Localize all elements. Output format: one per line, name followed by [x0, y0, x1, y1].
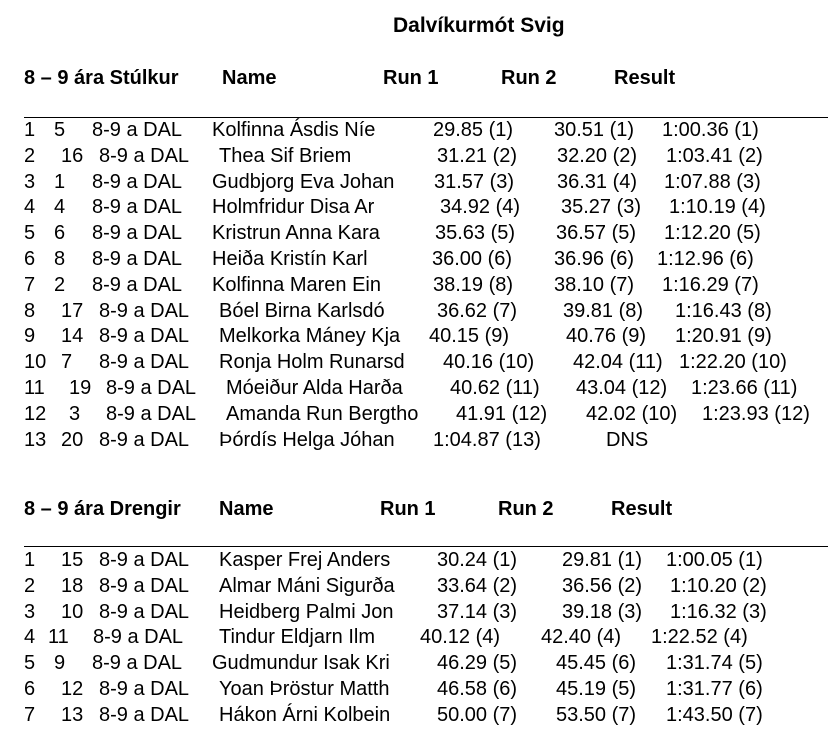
bib-cell: 16	[61, 144, 84, 167]
athlete-name: Holmfridur Disa Ar	[212, 196, 375, 219]
result-row	[24, 626, 830, 652]
run2-header: Run 2	[498, 498, 554, 520]
result-time: 1:16.43 (8)	[675, 299, 772, 322]
athlete-name: Yoan Þröstur Matth	[219, 677, 390, 700]
bib-cell: 11	[48, 626, 69, 649]
class-cell: 8-9 a DAL	[92, 119, 183, 141]
page-title: Dalvíkurmót Svig	[393, 14, 565, 37]
bib-cell: 13	[61, 703, 84, 726]
run2-header: Run 2	[501, 67, 557, 89]
class-cell: 8-9 a DAL	[99, 549, 190, 571]
class-cell: 8-9 a DAL	[106, 376, 197, 399]
athlete-name: Thea Sif Briem	[219, 144, 352, 167]
run1-header: Run 1	[380, 498, 436, 520]
place-cell: 11	[24, 376, 45, 399]
result-row	[24, 549, 830, 575]
run1-time: 29.85 (1)	[433, 119, 514, 141]
run1-time: 40.12 (4)	[420, 626, 501, 649]
place-cell: 2	[24, 574, 36, 597]
run2-time: 40.76 (9)	[566, 325, 647, 348]
result-time: 1:12.96 (6)	[657, 247, 754, 270]
place-cell: 6	[24, 247, 36, 270]
athlete-name: Ronja Holm Runarsd	[219, 351, 405, 374]
class-cell: 8-9 a DAL	[92, 273, 183, 296]
athlete-name: Tindur Eldjarn Ilm	[219, 626, 375, 649]
bib-cell: 18	[61, 574, 84, 597]
run2-time: 32.20 (2)	[557, 144, 638, 167]
bib-cell: 19	[69, 376, 92, 399]
class-cell: 8-9 a DAL	[99, 600, 190, 623]
result-time: 1:23.66 (11)	[691, 376, 798, 399]
class-cell: 8-9 a DAL	[99, 574, 190, 597]
result-row	[24, 248, 830, 274]
run1-time: 31.57 (3)	[434, 170, 515, 193]
result-row	[24, 222, 830, 248]
place-cell: 9	[24, 325, 36, 348]
run1-time: 46.29 (5)	[437, 652, 518, 675]
section-header-girls	[24, 67, 824, 95]
run1-time: 31.21 (2)	[437, 144, 518, 167]
result-time: 1:31.77 (6)	[666, 677, 763, 700]
bib-cell: 7	[61, 351, 73, 374]
class-cell: 8-9 a DAL	[99, 703, 190, 726]
result-time: 1:23.93 (12)	[702, 402, 810, 425]
class-cell: 8-9 a DAL	[99, 144, 190, 167]
bib-cell: 5	[54, 119, 66, 141]
result-row	[24, 325, 830, 351]
athlete-name: Kasper Frej Anders	[219, 549, 391, 571]
result-row	[24, 377, 830, 403]
bib-cell: 6	[54, 222, 66, 245]
result-row	[24, 300, 830, 326]
bib-cell: 9	[54, 652, 66, 675]
athlete-name: Móeiður Alda Harða	[226, 376, 403, 399]
run1-time: 40.62 (11)	[450, 376, 540, 399]
result-row	[24, 652, 830, 678]
athlete-name: Þórdís Helga Jóhan	[219, 428, 395, 451]
result-row	[24, 601, 830, 627]
result-row	[24, 351, 830, 377]
run1-time: 37.14 (3)	[437, 600, 518, 623]
run2-time: 35.27 (3)	[561, 196, 642, 219]
result-time: 1:43.50 (7)	[666, 703, 763, 726]
class-cell: 8-9 a DAL	[93, 626, 184, 649]
run1-time: 30.24 (1)	[437, 549, 518, 571]
place-cell: 5	[24, 652, 36, 675]
result-header: Result	[611, 498, 673, 520]
result-row	[24, 403, 830, 429]
result-time: 1:00.05 (1)	[666, 549, 763, 571]
class-cell: 8-9 a DAL	[99, 677, 190, 700]
result-time: 1:03.41 (2)	[666, 144, 763, 167]
run2-time: 30.51 (1)	[554, 119, 635, 141]
run2-time: 39.18 (3)	[562, 600, 643, 623]
place-cell: 6	[24, 677, 36, 700]
result-row	[24, 274, 830, 300]
athlete-name: Kristrun Anna Kara	[212, 222, 380, 245]
class-cell: 8-9 a DAL	[92, 170, 183, 193]
place-cell: 3	[24, 170, 36, 193]
class-cell: 8-9 a DAL	[92, 222, 183, 245]
results-list-girls	[24, 119, 830, 454]
place-cell: 13	[24, 428, 47, 451]
class-cell: 8-9 a DAL	[92, 247, 183, 270]
run1-time: 33.64 (2)	[437, 574, 518, 597]
class-cell: 8-9 a DAL	[106, 402, 197, 425]
result-time: 1:22.52 (4)	[651, 626, 748, 649]
athlete-name: Gudmundur Isak Kri	[212, 652, 390, 675]
category-label: 8 – 9 ára Stúlkur	[24, 67, 179, 89]
result-time: 1:10.20 (2)	[670, 574, 767, 597]
result-row	[24, 145, 830, 171]
place-cell: 1	[24, 119, 36, 141]
athlete-name: Melkorka Máney Kja	[219, 325, 401, 348]
athlete-name: Heidberg Palmi Jon	[219, 600, 394, 623]
place-cell: 1	[24, 549, 36, 571]
place-cell: 10	[24, 351, 47, 374]
run1-time: 40.16 (10)	[443, 351, 535, 374]
athlete-name: Bóel Birna Karlsdó	[219, 299, 385, 322]
divider	[24, 117, 828, 118]
bib-cell: 10	[61, 600, 84, 623]
run1-time: 1:04.87 (13)	[433, 428, 541, 451]
run2-time: 53.50 (7)	[556, 703, 637, 726]
run2-time: 29.81 (1)	[562, 549, 643, 571]
result-time: 1:10.19 (4)	[669, 196, 766, 219]
result-time: 1:31.74 (5)	[666, 652, 763, 675]
place-cell: 7	[24, 703, 36, 726]
results-list-boys	[24, 549, 830, 730]
run2-time: 36.57 (5)	[556, 222, 637, 245]
run1-time: 34.92 (4)	[440, 196, 521, 219]
run1-time: 38.19 (8)	[433, 273, 514, 296]
bib-cell: 14	[61, 325, 84, 348]
result-row	[24, 575, 830, 601]
class-cell: 8-9 a DAL	[99, 351, 190, 374]
result-row	[24, 119, 830, 145]
bib-cell: 4	[54, 196, 66, 219]
run1-time: 40.15 (9)	[429, 325, 510, 348]
place-cell: 5	[24, 222, 36, 245]
run2-time: 38.10 (7)	[554, 273, 635, 296]
run2-time: DNS	[606, 428, 649, 451]
name-header: Name	[219, 498, 274, 520]
run2-time: 42.02 (10)	[586, 402, 678, 425]
athlete-name: Gudbjorg Eva Johan	[212, 170, 395, 193]
place-cell: 2	[24, 144, 36, 167]
run2-time: 42.04 (11)	[573, 351, 663, 374]
category-label: 8 – 9 ára Drengir	[24, 498, 181, 520]
bib-cell: 3	[69, 402, 81, 425]
class-cell: 8-9 a DAL	[92, 652, 183, 675]
run2-time: 36.31 (4)	[557, 170, 638, 193]
run1-time: 35.63 (5)	[435, 222, 516, 245]
bib-cell: 8	[54, 247, 66, 270]
result-row	[24, 171, 830, 197]
run2-time: 45.45 (6)	[556, 652, 637, 675]
place-cell: 8	[24, 299, 36, 322]
run2-time: 39.81 (8)	[563, 299, 644, 322]
athlete-name: Almar Máni Sigurða	[219, 574, 395, 597]
result-header: Result	[614, 67, 676, 89]
run2-time: 45.19 (5)	[556, 677, 637, 700]
class-cell: 8-9 a DAL	[99, 325, 190, 348]
result-time: 1:16.29 (7)	[662, 273, 759, 296]
bib-cell: 1	[54, 170, 66, 193]
result-time: 1:07.88 (3)	[664, 170, 761, 193]
athlete-name: Amanda Run Bergtho	[226, 402, 419, 425]
result-row	[24, 429, 830, 455]
athlete-name: Heiða Kristín Karl	[212, 247, 368, 270]
class-cell: 8-9 a DAL	[99, 299, 190, 322]
result-row	[24, 704, 830, 730]
place-cell: 12	[24, 402, 47, 425]
place-cell: 3	[24, 600, 36, 623]
run2-time: 36.96 (6)	[554, 247, 635, 270]
result-time: 1:00.36 (1)	[662, 119, 759, 141]
place-cell: 4	[24, 196, 36, 219]
athlete-name: Kolfinna Ásdis Níe	[212, 119, 376, 141]
class-cell: 8-9 a DAL	[92, 196, 183, 219]
result-time: 1:12.20 (5)	[664, 222, 761, 245]
run1-time: 36.62 (7)	[437, 299, 518, 322]
bib-cell: 20	[61, 428, 84, 451]
bib-cell: 12	[61, 677, 84, 700]
result-row	[24, 196, 830, 222]
run1-time: 46.58 (6)	[437, 677, 518, 700]
result-time: 1:16.32 (3)	[670, 600, 767, 623]
athlete-name: Kolfinna Maren Ein	[212, 273, 381, 296]
bib-cell: 2	[54, 273, 66, 296]
place-cell: 4	[24, 626, 36, 649]
place-cell: 7	[24, 273, 36, 296]
run2-time: 36.56 (2)	[562, 574, 643, 597]
run1-time: 36.00 (6)	[432, 247, 513, 270]
result-row	[24, 678, 830, 704]
section-header-boys	[24, 498, 824, 526]
bib-cell: 15	[61, 549, 84, 571]
run1-time: 41.91 (12)	[456, 402, 548, 425]
bib-cell: 17	[61, 299, 84, 322]
run1-header: Run 1	[383, 67, 439, 89]
result-time: 1:22.20 (10)	[679, 351, 787, 374]
divider	[24, 546, 828, 547]
class-cell: 8-9 a DAL	[99, 428, 190, 451]
run1-time: 50.00 (7)	[437, 703, 518, 726]
run2-time: 42.40 (4)	[541, 626, 622, 649]
run2-time: 43.04 (12)	[576, 376, 668, 399]
result-time: 1:20.91 (9)	[675, 325, 772, 348]
athlete-name: Hákon Árni Kolbein	[219, 703, 391, 726]
name-header: Name	[222, 67, 277, 89]
